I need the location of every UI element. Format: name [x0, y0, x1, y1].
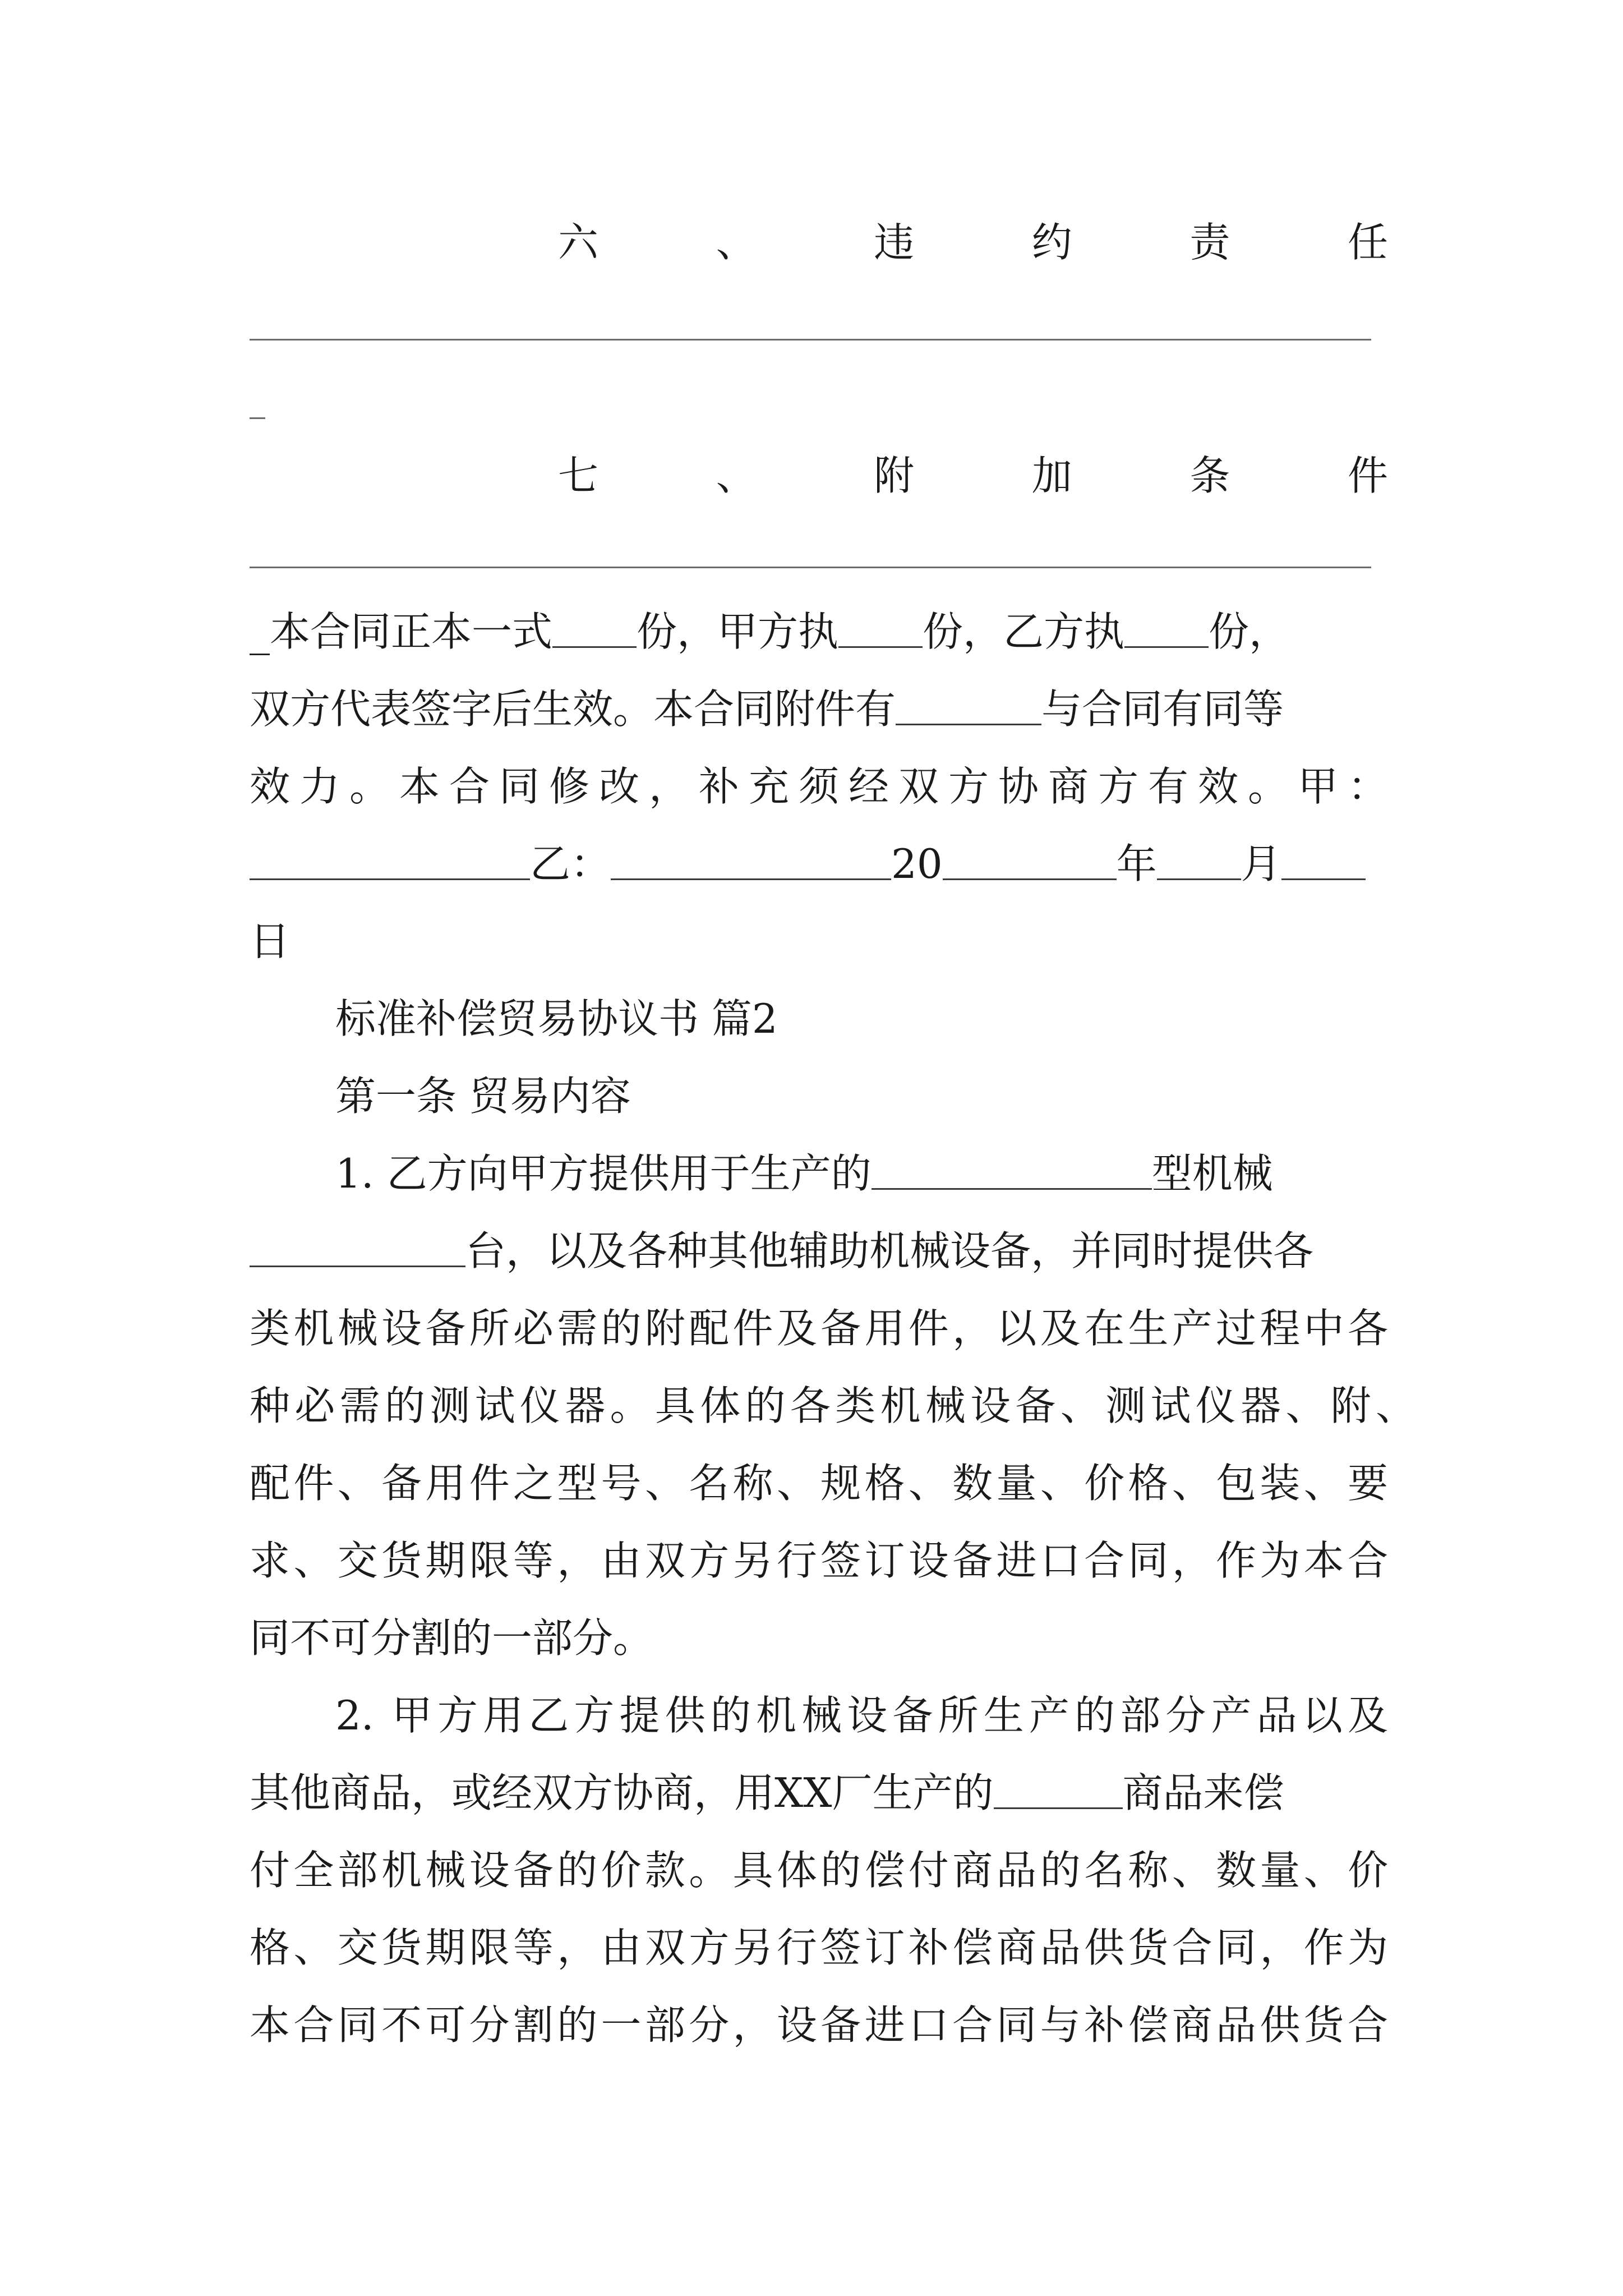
blank-party-a-copies — [838, 613, 923, 648]
blank-year — [943, 845, 1117, 880]
text: _本合同正本一式 — [250, 608, 553, 655]
heading-char: 约 — [1031, 219, 1072, 266]
blank-day — [1281, 845, 1366, 880]
text: 型机械 — [1151, 1150, 1273, 1197]
text: 乙： — [530, 840, 611, 887]
item-2-line-4: 格、交货期限等，由双方另行签订补偿商品供货合同，作为 — [250, 1924, 1388, 1971]
item-2-line-2 — [250, 1766, 1388, 1820]
contract-signature-line — [250, 837, 1388, 891]
item-1-line-2 — [250, 1224, 1388, 1278]
blank-attachment — [896, 690, 1041, 725]
item-1-line-6: 求、交货期限等，由双方另行签订设备进口合同，作为本合 — [250, 1537, 1388, 1584]
blank-model — [872, 1154, 1152, 1190]
heading-char: 件 — [1347, 452, 1388, 499]
text: 份， — [1209, 608, 1290, 655]
text: 月 — [1241, 840, 1281, 887]
blank-goods — [994, 1774, 1123, 1809]
item-1-line-7: 同不可分割的一部分。 — [250, 1614, 654, 1662]
text: 份，甲方执 — [637, 608, 839, 655]
contract-attachment-line — [250, 682, 1388, 736]
item-2-line-1: 2. 甲方用乙方提供的机械设备所生产的部分产品以及 — [335, 1692, 1388, 1739]
heading-char: 加 — [1031, 452, 1072, 499]
text: 1. 乙方向甲方提供用于生产的 — [335, 1150, 872, 1197]
item-1-line-1 — [335, 1147, 1388, 1200]
heading-char: 任 — [1347, 219, 1388, 266]
fill-in-line — [250, 339, 1371, 341]
blank-month — [1157, 845, 1241, 880]
text: 商品来偿 — [1122, 1769, 1284, 1816]
text: 年 — [1116, 840, 1157, 887]
contract-copies-line — [250, 605, 1388, 659]
blank-party-a — [250, 845, 530, 880]
item-2-line-3: 付全部机械设备的价款。具体的偿付商品的名称、数量、价 — [250, 1847, 1388, 1894]
text: 份，乙方执 — [923, 608, 1125, 655]
text: 双方代表签字后生效。本合同附件有 — [250, 685, 896, 733]
heading-char: 、 — [716, 219, 757, 266]
item-1-line-3: 类机械设备所必需的附配件及备用件，以及在生产过程中各 — [250, 1305, 1388, 1352]
blank-party-b-copies — [1124, 613, 1209, 648]
fill-in-line-tail — [250, 417, 265, 419]
section-7-heading — [558, 449, 1388, 503]
document-title: 标准补偿贸易协议书 篇2 — [335, 995, 778, 1042]
text: 台，以及各种其他辅助机械设备，并同时提供各 — [465, 1227, 1314, 1274]
blank-copies — [552, 613, 637, 648]
item-2-line-5: 本合同不可分割的一部分，设备进口合同与补偿商品供货合 — [250, 2001, 1388, 2049]
item-1-line-5: 配件、备用件之型号、名称、规格、数量、价格、包装、要 — [250, 1460, 1388, 1507]
article-1-heading: 第一条 贸易内容 — [335, 1073, 631, 1120]
item-1-line-4: 种必需的测试仪器。具体的各类机械设备、测试仪器、附、 — [250, 1382, 1416, 1429]
text: 其他商品，或经双方协商，用XX厂生产的 — [250, 1769, 994, 1816]
blank-party-b — [611, 845, 891, 880]
blank-quantity — [250, 1232, 465, 1267]
heading-char: 责 — [1189, 219, 1230, 266]
contract-day-line: 日 — [250, 918, 291, 965]
section-6-heading — [558, 215, 1388, 269]
heading-char: 七 — [558, 452, 599, 499]
heading-char: 、 — [716, 452, 757, 499]
text: 20 — [891, 840, 943, 887]
heading-char: 条 — [1189, 452, 1230, 499]
contract-amendment-line: 效力。本合同修改，补充须经双方协商方有效。甲： — [250, 763, 1388, 810]
heading-char: 附 — [874, 452, 915, 499]
heading-char: 六 — [558, 219, 599, 266]
text: 与合同有同等 — [1041, 685, 1284, 733]
heading-char: 违 — [874, 219, 915, 266]
fill-in-line — [250, 567, 1371, 568]
